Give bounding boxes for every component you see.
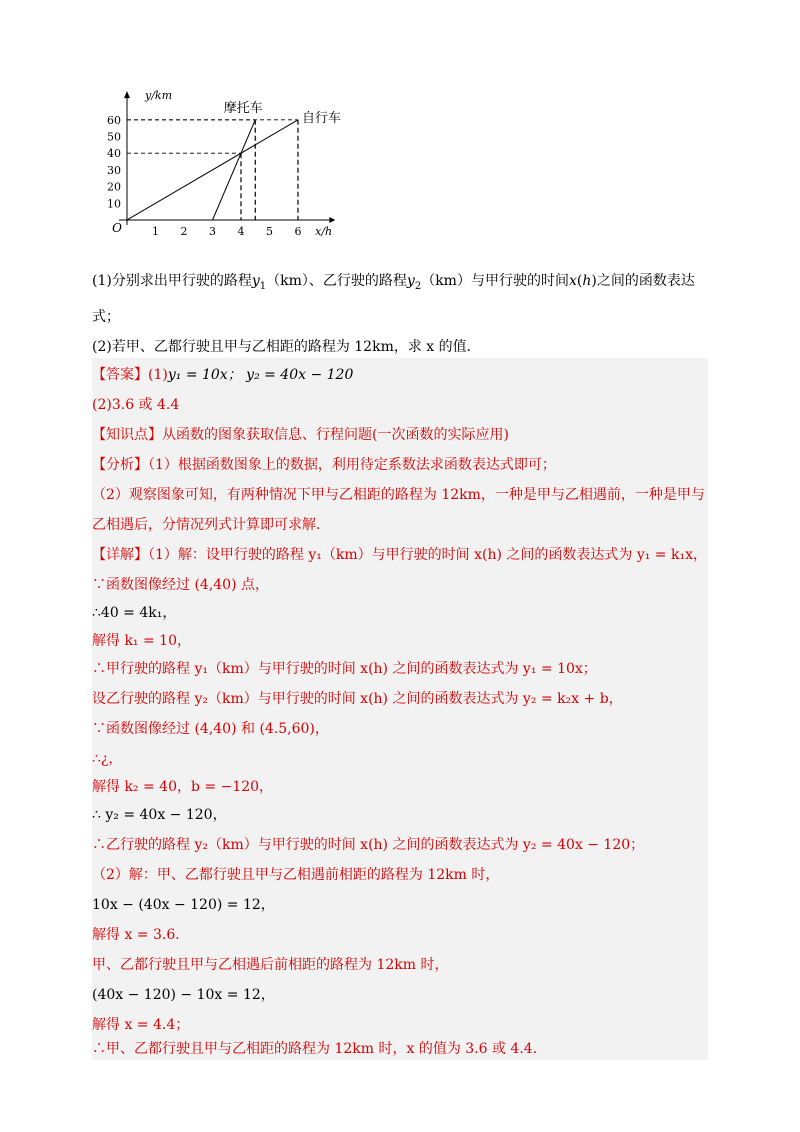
x-tick-label: 5 xyxy=(266,225,273,238)
origin-label: O xyxy=(112,221,122,235)
detail-line-4: 解得 k₁ = 10， xyxy=(92,633,191,649)
detail-line-8: ∴¿， xyxy=(92,751,123,767)
detail-line-13: 10x − (40x − 120) = 12， xyxy=(92,897,275,913)
knowledge-point: 【知识点】从函数的图象获取信息、行程问题(一次函数的实际应用) xyxy=(92,427,509,443)
y-tick-label: 60 xyxy=(107,113,121,127)
detail-line-11: ∴乙行驶的路程 y₂（km）与甲行驶的时间 x(h) 之间的函数表达式为 y₂ = 40x − 120； xyxy=(92,837,645,853)
detail-line-6: 设乙行驶的路程 y₂（km）与甲行驶的时间 x(h) 之间的函数表达式为 y₂ = k₂x + b， xyxy=(92,691,623,707)
x-tick-label: 4 xyxy=(237,225,245,238)
analysis-1: 【分析】（1）根据函数图象上的数据，利用待定系数法求函数表达式即可； xyxy=(92,457,556,473)
x-tick-label: 2 xyxy=(180,225,188,238)
y-tick-label: 50 xyxy=(107,130,121,144)
series-line xyxy=(127,120,298,220)
detail-line-7: ∵函数图像经过 (4,40) 和 (4.5,60)， xyxy=(92,721,329,737)
x-tick-label: 3 xyxy=(209,225,216,238)
detail-line-5: ∴甲行驶的路程 y₁（km）与甲行驶的时间 x(h) 之间的函数表达式为 y₁ = 10x； xyxy=(92,661,597,677)
y-axis-arrow xyxy=(124,91,130,98)
detail-line-18: ∴甲、乙都行驶且甲与乙相距的路程为 12km 时，x 的值为 3.6 或 4.4． xyxy=(92,1041,547,1057)
y-axis-label: y/km xyxy=(145,90,173,103)
analysis-2a: （2）观察图象可知，有两种情况下甲与乙相距的路程为 12km，一种是甲与乙相遇前，一种是甲与 xyxy=(92,487,705,503)
distance-time-chart xyxy=(95,90,355,255)
question-1-line-2: 式； xyxy=(92,309,120,325)
question-2: (2)若甲、乙都行驶且甲与乙相距的路程为 12km，求 x 的值． xyxy=(92,339,481,355)
y-tick-label: 10 xyxy=(107,197,121,211)
detail-line-1: 【详解】（1）解：设甲行驶的路程 y₁（km）与甲行驶的时间 x(h) 之间的函数表达式为 y₁ = k₁x， xyxy=(92,547,707,563)
detail-line-16: (40x − 120) − 10x = 12， xyxy=(92,987,275,1003)
detail-line-15: 甲、乙都行驶且甲与乙相遇后前相距的路程为 12km 时， xyxy=(92,957,449,973)
series-line xyxy=(213,120,256,220)
detail-line-9: 解得 k₂ = 40，b = −120， xyxy=(92,779,274,795)
x-axis-arrow xyxy=(329,217,335,223)
answer-line-2: (2)3.6 或 4.4 xyxy=(92,397,180,413)
y-tick-label: 30 xyxy=(107,163,121,177)
y-tick-label: 20 xyxy=(107,180,121,194)
answer-line: 【答案】(1)y₁ = 10x； y₂ = 40x − 120 xyxy=(92,367,354,383)
detail-line-2: ∵函数图像经过 (4,40) 点， xyxy=(92,577,269,593)
detail-line-3: ∴40 = 4k₁， xyxy=(92,605,177,621)
analysis-2b: 乙相遇后，分情况列式计算即可求解． xyxy=(92,517,330,533)
question-1-line-1: (1)分别求出甲行驶的路程$y_1(km)$、乙行驶的路程$y_2(km)$与甲行驶的时间x(h)之间的函数表达 xyxy=(92,273,695,292)
x-tick-label: 1 xyxy=(152,225,159,238)
detail-line-12: （2）解：甲、乙都行驶且甲与乙相遇前相距的路程为 12km 时， xyxy=(92,867,500,883)
y-tick-label: 40 xyxy=(107,147,121,161)
series-label-motorcycle: 摩托车 xyxy=(223,100,263,116)
x-axis-label: x/h xyxy=(315,225,333,238)
detail-line-14: 解得 x = 3.6． xyxy=(92,927,190,943)
series-label-bicycle: 自行车 xyxy=(302,110,342,126)
detail-line-17: 解得 x = 4.4； xyxy=(92,1017,190,1033)
detail-line-10: ∴ y₂ = 40x − 120， xyxy=(92,807,227,823)
x-tick-label: 6 xyxy=(294,225,302,238)
